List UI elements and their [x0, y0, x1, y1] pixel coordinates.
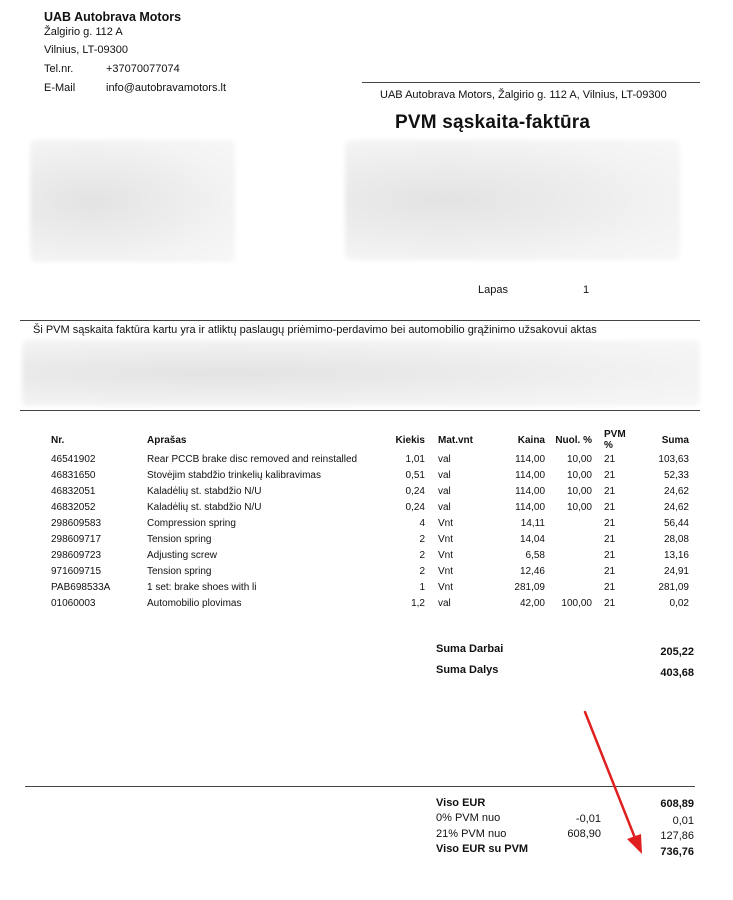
table-row: [45, 515, 689, 531]
cell-nr: 46541902: [51, 453, 96, 465]
cell-vat: 21: [604, 469, 616, 481]
cell-unit: Vnt: [438, 533, 454, 545]
cell-quantity: 2: [419, 533, 425, 545]
cell-sum: 24,62: [663, 485, 689, 497]
cell-unit: val: [438, 469, 451, 481]
cell-quantity: 0,51: [405, 469, 425, 481]
cell-quantity: 4: [419, 517, 425, 529]
cell-vat: 21: [604, 533, 616, 545]
table-divider-top: [20, 410, 700, 411]
cell-vat: 21: [604, 549, 616, 561]
cell-price: 6,58: [525, 549, 545, 561]
sender-divider: [362, 82, 700, 83]
cell-vat: 21: [604, 581, 616, 593]
cell-price: 12,46: [519, 565, 545, 577]
cell-unit: Vnt: [438, 549, 454, 561]
cell-unit: val: [438, 597, 451, 609]
total-label: Viso EUR: [436, 797, 486, 809]
works-subtotal-value: 205,22: [660, 646, 694, 658]
cell-description: 1 set: brake shoes with li: [147, 581, 257, 593]
cell-unit: val: [438, 501, 451, 513]
table-row: [45, 547, 689, 563]
act-note: Ši PVM sąskaita faktūra kartu yra ir atliktų paslaugų priėmimo-perdavimo bei automobilio grąžinimo užsakovui aktas: [33, 324, 597, 336]
cell-price: 14,11: [520, 517, 545, 529]
cell-quantity: 0,24: [405, 501, 425, 513]
vat0-label: 0% PVM nuo: [436, 812, 501, 824]
table-row: [45, 451, 689, 467]
cell-vat: 21: [604, 597, 616, 609]
cell-discount: 10,00: [566, 453, 592, 465]
cell-unit: Vnt: [438, 517, 454, 529]
table-header-row: [45, 429, 689, 451]
cell-vat: 21: [604, 453, 616, 465]
cell-price: 114,00: [515, 453, 545, 465]
cell-nr: 46832052: [51, 501, 96, 513]
parts-subtotal-value: 403,68: [660, 667, 694, 679]
cell-nr: 298609723: [51, 549, 102, 561]
tel-value: +37070077074: [106, 63, 180, 75]
cell-quantity: 1,2: [411, 597, 425, 609]
cell-unit: val: [438, 485, 451, 497]
header-quantity: Kiekis: [395, 434, 425, 446]
email-label: E-Mail: [44, 82, 76, 94]
cell-sum: 28,08: [663, 533, 689, 545]
vat0-base: -0,01: [575, 813, 601, 825]
cell-description: Compression spring: [147, 517, 236, 529]
cell-nr: PAB698533A: [51, 581, 111, 593]
cell-price: 42,00: [519, 597, 545, 609]
cell-discount: 10,00: [566, 469, 592, 481]
vat0-value: 0,01: [672, 815, 694, 827]
header-nr: Nr.: [51, 434, 65, 446]
seller-street: Žalgirio g. 112 A: [44, 26, 123, 38]
email-value: info@autobravamotors.lt: [106, 82, 227, 94]
cell-nr: 01060003: [51, 597, 96, 609]
table-row: [45, 483, 689, 499]
vat21-value: 127,86: [660, 830, 694, 842]
seller-name: UAB Autobrava Motors: [44, 10, 182, 24]
cell-price: 114,00: [515, 485, 545, 497]
cell-quantity: 1: [419, 581, 425, 593]
invoice-items-table: [45, 429, 689, 611]
cell-description: Kaladėlių st. stabdžio N/U: [147, 501, 262, 513]
cell-description: Adjusting screw: [147, 549, 218, 561]
total-value: 608,89: [660, 798, 694, 810]
header-price: Kaina: [517, 434, 545, 446]
note-divider-top: [20, 320, 700, 321]
redacted-vehicle-block: [22, 340, 700, 406]
cell-sum: 56,44: [663, 517, 689, 529]
cell-discount: [545, 515, 592, 531]
page-label: Lapas: [478, 284, 508, 296]
cell-quantity: 2: [419, 549, 425, 561]
cell-quantity: 1,01: [405, 453, 425, 465]
cell-vat: 21: [604, 501, 616, 513]
cell-quantity: 2: [419, 565, 425, 577]
redacted-invoice-details: [345, 140, 680, 260]
page-number: 1: [583, 284, 590, 296]
cell-nr: 46832051: [51, 485, 96, 497]
cell-description: Kaladėlių st. stabdžio N/U: [147, 485, 262, 497]
cell-sum: 24,62: [663, 501, 689, 513]
cell-unit: val: [438, 453, 451, 465]
cell-price: 14,04: [519, 533, 545, 545]
cell-discount: 100,00: [561, 597, 592, 609]
table-row: [45, 467, 689, 483]
header-discount: Nuol. %: [555, 434, 592, 446]
table-row: [45, 563, 689, 579]
grand-total-label: Viso EUR su PVM: [436, 843, 529, 855]
header-description: Aprašas: [147, 434, 187, 446]
cell-sum: 13,16: [663, 549, 689, 561]
seller-city: Vilnius, LT-09300: [44, 44, 128, 56]
cell-discount: [545, 579, 592, 595]
cell-vat: 21: [604, 565, 616, 577]
cell-vat: 21: [604, 485, 616, 497]
cell-nr: 971609715: [51, 565, 102, 577]
cell-vat: 21: [604, 517, 616, 529]
cell-description: Automobilio plovimas: [147, 597, 242, 609]
vat21-label: 21% PVM nuo: [436, 828, 507, 840]
cell-sum: 0,02: [669, 597, 689, 609]
cell-unit: Vnt: [438, 581, 454, 593]
cell-quantity: 0,24: [405, 485, 425, 497]
header-sum: Suma: [661, 434, 689, 446]
cell-sum: 52,33: [663, 469, 689, 481]
vat21-base: 608,90: [567, 828, 601, 840]
works-subtotal-label: Suma Darbai: [436, 643, 504, 655]
cell-nr: 298609717: [51, 533, 102, 545]
cell-description: Stovėjim stabdžio trinkelių kalibravimas: [147, 469, 321, 481]
header-vat: PVM %: [604, 429, 626, 451]
cell-discount: [545, 547, 592, 563]
parts-subtotal-label: Suma Dalys: [436, 664, 499, 676]
table-row: [45, 595, 689, 611]
sender-address-line: UAB Autobrava Motors, Žalgirio g. 112 A, Vilnius, LT-09300: [380, 89, 667, 101]
cell-sum: 281,09: [658, 581, 689, 593]
table-row: [45, 531, 689, 547]
table-row: [45, 499, 689, 515]
cell-nr: 46831650: [51, 469, 96, 481]
grand-total-value: 736,76: [660, 846, 694, 858]
redacted-buyer-block: [30, 140, 235, 262]
cell-discount: [545, 531, 592, 547]
document-title: PVM sąskaita-faktūra: [395, 112, 591, 133]
cell-description: Tension spring: [147, 565, 212, 577]
cell-discount: 10,00: [566, 485, 592, 497]
cell-description: Rear PCCB brake disc removed and reinstalled: [147, 453, 358, 465]
cell-price: 281,09: [514, 581, 545, 593]
cell-discount: [545, 563, 592, 579]
red-arrow-icon: [575, 708, 655, 858]
cell-price: 114,00: [515, 469, 545, 481]
table-row: [45, 579, 689, 595]
tel-label: Tel.nr.: [44, 63, 74, 75]
cell-sum: 24,91: [663, 565, 689, 577]
cell-unit: Vnt: [438, 565, 454, 577]
cell-discount: 10,00: [566, 501, 592, 513]
cell-sum: 103,63: [658, 453, 689, 465]
header-unit: Mat.vnt: [438, 434, 473, 446]
cell-price: 114,00: [515, 501, 545, 513]
cell-nr: 298609583: [51, 517, 102, 529]
cell-description: Tension spring: [147, 533, 212, 545]
